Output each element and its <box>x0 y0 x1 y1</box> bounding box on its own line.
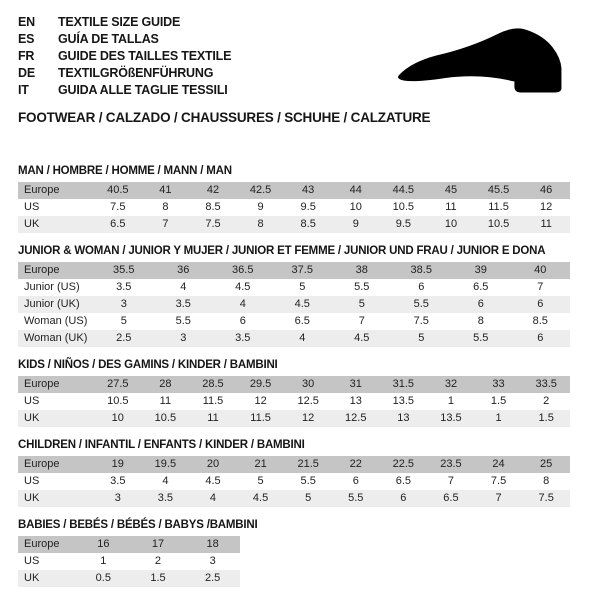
row-label: UK <box>18 216 94 233</box>
row-label: Europe <box>18 536 76 553</box>
size-cell: 8 <box>162 201 169 213</box>
size-row <box>18 262 570 279</box>
size-cell: 6.5 <box>94 216 142 233</box>
size-cell: 31.5 <box>380 376 428 393</box>
shoe-icon <box>392 16 578 100</box>
language-label: TEXTILGRÖßENFÜHRUNG <box>58 66 214 80</box>
size-cell: 8.5 <box>205 201 221 213</box>
size-cell: 10 <box>427 216 475 233</box>
size-cell: 5 <box>392 330 452 347</box>
size-row <box>18 216 570 233</box>
row-label: Europe <box>18 262 94 279</box>
size-cell: 36.5 <box>213 262 273 279</box>
size-tables-container <box>18 165 570 587</box>
size-cell: 7 <box>142 216 190 233</box>
size-cell: 42.5 <box>237 182 285 199</box>
size-cell: 7.5 <box>110 201 126 213</box>
row-label: Europe <box>18 376 94 393</box>
size-cell: 6 <box>239 315 246 327</box>
size-cell: 12 <box>540 201 553 213</box>
row-label: UK <box>18 570 76 587</box>
size-row <box>18 199 570 216</box>
size-cell: 2.5 <box>94 330 154 347</box>
row-label: US <box>24 555 40 567</box>
size-cell: 21.5 <box>284 456 332 473</box>
size-cell: 44.5 <box>380 182 428 199</box>
size-cell: 38 <box>332 262 392 279</box>
row-label: Junior (UK) <box>18 296 94 313</box>
language-code: FR <box>18 49 35 63</box>
size-cell: 22.5 <box>380 456 428 473</box>
size-cell: 11 <box>189 410 237 427</box>
size-cell: 43 <box>284 182 332 199</box>
size-cell: 39 <box>451 262 511 279</box>
size-section <box>18 245 570 347</box>
size-row <box>18 182 570 199</box>
size-cell: 28 <box>142 376 190 393</box>
size-cell: 17 <box>131 536 186 553</box>
language-code: IT <box>18 83 29 97</box>
size-cell: 8.5 <box>284 216 332 233</box>
size-cell: 12.5 <box>332 410 380 427</box>
size-cell: 7 <box>358 315 365 327</box>
language-code: EN <box>18 15 35 29</box>
size-cell: 10.5 <box>142 410 190 427</box>
size-cell: 13 <box>380 410 428 427</box>
size-cell: 4.5 <box>235 281 251 293</box>
size-cell: 36 <box>154 262 214 279</box>
size-row <box>18 313 570 330</box>
size-cell: 7 <box>447 475 455 487</box>
size-cell: 7 <box>537 281 544 293</box>
language-label: GUIDA ALLE TAGLIE TESSILI <box>58 83 228 97</box>
size-cell: 32 <box>427 376 475 393</box>
size-cell: 10.5 <box>475 216 523 233</box>
size-cell: 37.5 <box>273 262 333 279</box>
size-section <box>18 165 570 233</box>
size-cell: 8 <box>477 315 484 327</box>
size-cell: 33.5 <box>522 376 570 393</box>
size-cell: 4.5 <box>237 490 285 507</box>
size-row <box>18 536 240 553</box>
size-cell: 11 <box>445 201 457 213</box>
size-table <box>18 182 570 233</box>
size-cell: 29.5 <box>237 376 285 393</box>
size-cell: 8.5 <box>532 315 548 327</box>
size-cell: 4 <box>189 490 237 507</box>
size-cell: 18 <box>185 536 240 553</box>
size-cell: 6 <box>352 475 359 487</box>
size-cell: 2.5 <box>185 570 240 587</box>
size-cell: 3.5 <box>213 330 273 347</box>
size-cell: 7.5 <box>189 216 237 233</box>
row-label: Junior (US) <box>24 281 80 293</box>
size-cell: 21 <box>237 456 285 473</box>
size-cell: 4.5 <box>332 330 392 347</box>
row-label: Europe <box>18 182 94 199</box>
size-cell: 5.5 <box>175 315 191 327</box>
row-label: Europe <box>18 456 94 473</box>
size-cell: 7.5 <box>522 490 570 507</box>
size-cell: 5.5 <box>300 475 316 487</box>
size-cell: 33 <box>475 376 523 393</box>
row-label: UK <box>18 410 94 427</box>
size-table <box>18 456 570 507</box>
size-cell: 6.5 <box>427 490 475 507</box>
size-cell: 6 <box>380 490 428 507</box>
size-table <box>18 536 240 587</box>
footwear-heading: FOOTWEAR / CALZADO / CHAUSSURES / SCHUHE / CALZATURE <box>18 110 431 125</box>
size-cell: 28.5 <box>189 376 237 393</box>
size-cell: 9.5 <box>380 216 428 233</box>
size-section <box>18 359 570 427</box>
size-table <box>18 376 570 427</box>
size-cell: 11.5 <box>237 410 285 427</box>
size-section <box>18 519 570 587</box>
size-cell: 9 <box>332 216 380 233</box>
size-cell: 1.5 <box>522 410 570 427</box>
size-cell: 19.5 <box>142 456 190 473</box>
size-cell: 3.5 <box>142 490 190 507</box>
size-cell: 11 <box>522 216 570 233</box>
size-cell: 8 <box>543 475 550 487</box>
size-cell: 5 <box>284 490 332 507</box>
size-cell: 12.5 <box>297 395 319 407</box>
size-cell: 13.5 <box>427 410 475 427</box>
size-cell: 3 <box>94 490 142 507</box>
size-row <box>18 553 240 570</box>
size-cell: 6 <box>511 296 571 313</box>
size-cell: 0.5 <box>76 570 131 587</box>
size-cell: 3 <box>154 330 214 347</box>
section-title: BABIES / BEBÉS / BÉBÉS / BABYS /BAMBINI <box>18 519 258 531</box>
size-cell: 4 <box>180 281 187 293</box>
size-cell: 3 <box>209 555 216 567</box>
size-cell: 22 <box>332 456 380 473</box>
size-cell: 1.5 <box>131 570 186 587</box>
size-row <box>18 393 570 410</box>
size-cell: 3 <box>94 296 154 313</box>
size-cell: 23.5 <box>427 456 475 473</box>
size-row <box>18 456 570 473</box>
language-label: GUÍA DE TALLAS <box>58 32 159 46</box>
size-row <box>18 570 240 587</box>
size-cell: 16 <box>76 536 131 553</box>
size-cell: 9 <box>257 201 264 213</box>
size-cell: 10.5 <box>392 201 415 213</box>
size-cell: 13.5 <box>392 395 415 407</box>
size-cell: 12 <box>284 410 332 427</box>
size-cell: 45.5 <box>475 182 523 199</box>
size-cell: 30 <box>284 376 332 393</box>
size-cell: 41 <box>142 182 190 199</box>
size-cell: 24 <box>475 456 523 473</box>
size-cell: 38.5 <box>392 262 452 279</box>
size-row <box>18 473 570 490</box>
size-cell: 27.5 <box>94 376 142 393</box>
size-cell: 6.5 <box>473 281 489 293</box>
size-cell: 6 <box>451 296 511 313</box>
size-cell: 4 <box>273 330 333 347</box>
size-cell: 3.5 <box>110 475 126 487</box>
row-label: UK <box>18 490 94 507</box>
size-cell: 5.5 <box>354 281 370 293</box>
size-row <box>18 376 570 393</box>
size-cell: 1.5 <box>490 395 507 407</box>
size-section <box>18 439 570 507</box>
size-cell: 3.5 <box>154 296 214 313</box>
size-cell: 6.5 <box>294 315 310 327</box>
size-cell: 10 <box>349 201 362 213</box>
size-cell: 8 <box>237 216 285 233</box>
size-cell: 10 <box>94 410 142 427</box>
size-cell: 1 <box>475 410 523 427</box>
size-cell: 12 <box>254 395 267 407</box>
row-label: US <box>24 395 40 407</box>
row-label: US <box>24 201 40 213</box>
size-cell: 5.5 <box>451 330 511 347</box>
size-cell: 35.5 <box>94 262 154 279</box>
size-row <box>18 296 570 313</box>
size-cell: 6 <box>511 330 571 347</box>
size-cell: 40.5 <box>94 182 142 199</box>
size-row <box>18 330 570 347</box>
size-cell: 5 <box>299 281 306 293</box>
size-cell: 3.5 <box>116 281 132 293</box>
size-cell: 11 <box>159 395 172 407</box>
size-row <box>18 410 570 427</box>
size-cell: 19 <box>94 456 142 473</box>
size-cell: 10.5 <box>107 395 129 407</box>
size-cell: 11.5 <box>488 201 509 213</box>
section-title: JUNIOR & WOMAN / JUNIOR Y MUJER / JUNIOR ET FEMME / JUNIOR UND FRAU / JUNIOR E DONA <box>18 245 546 257</box>
size-cell: 4.5 <box>273 296 333 313</box>
size-row <box>18 279 570 296</box>
size-cell: 5 <box>257 475 264 487</box>
row-label: Woman (UK) <box>18 330 94 347</box>
size-cell: 5 <box>332 296 392 313</box>
size-cell: 44 <box>332 182 380 199</box>
size-cell: 7.5 <box>413 315 429 327</box>
size-cell: 25 <box>522 456 570 473</box>
row-label: US <box>24 475 40 487</box>
size-cell: 5 <box>120 315 127 327</box>
size-cell: 40 <box>511 262 571 279</box>
size-cell: 11.5 <box>202 395 224 407</box>
language-label: TEXTILE SIZE GUIDE <box>58 15 181 29</box>
section-title: CHILDREN / INFANTIL / ENFANTS / KINDER / BAMBINI <box>18 439 305 451</box>
size-cell: 5.5 <box>392 296 452 313</box>
size-cell: 4.5 <box>205 475 221 487</box>
size-table <box>18 262 570 347</box>
size-cell: 4 <box>213 296 273 313</box>
size-cell: 7.5 <box>490 475 507 487</box>
size-cell: 45 <box>427 182 475 199</box>
language-label: GUIDE DES TAILLES TEXTILE <box>58 49 232 63</box>
size-cell: 31 <box>332 376 380 393</box>
size-cell: 9.5 <box>300 201 316 213</box>
size-cell: 2 <box>154 555 162 567</box>
size-row <box>18 490 570 507</box>
size-cell: 6.5 <box>395 475 411 487</box>
size-cell: 42 <box>189 182 237 199</box>
row-label: Woman (US) <box>24 315 88 327</box>
size-cell: 20 <box>189 456 237 473</box>
size-cell: 4 <box>162 475 169 487</box>
language-code: ES <box>18 32 35 46</box>
size-cell: 7 <box>475 490 523 507</box>
language-code: DE <box>18 66 35 80</box>
size-cell: 2 <box>543 395 550 407</box>
size-cell: 5.5 <box>332 490 380 507</box>
section-title: MAN / HOMBRE / HOMME / MANN / MAN <box>18 165 232 177</box>
size-cell: 1 <box>447 395 455 407</box>
size-cell: 46 <box>522 182 570 199</box>
section-title: KIDS / NIÑOS / DES GAMINS / KINDER / BAMBINI <box>18 359 278 371</box>
size-cell: 13 <box>349 395 362 407</box>
size-cell: 1 <box>100 555 107 567</box>
size-cell: 6 <box>418 281 425 293</box>
